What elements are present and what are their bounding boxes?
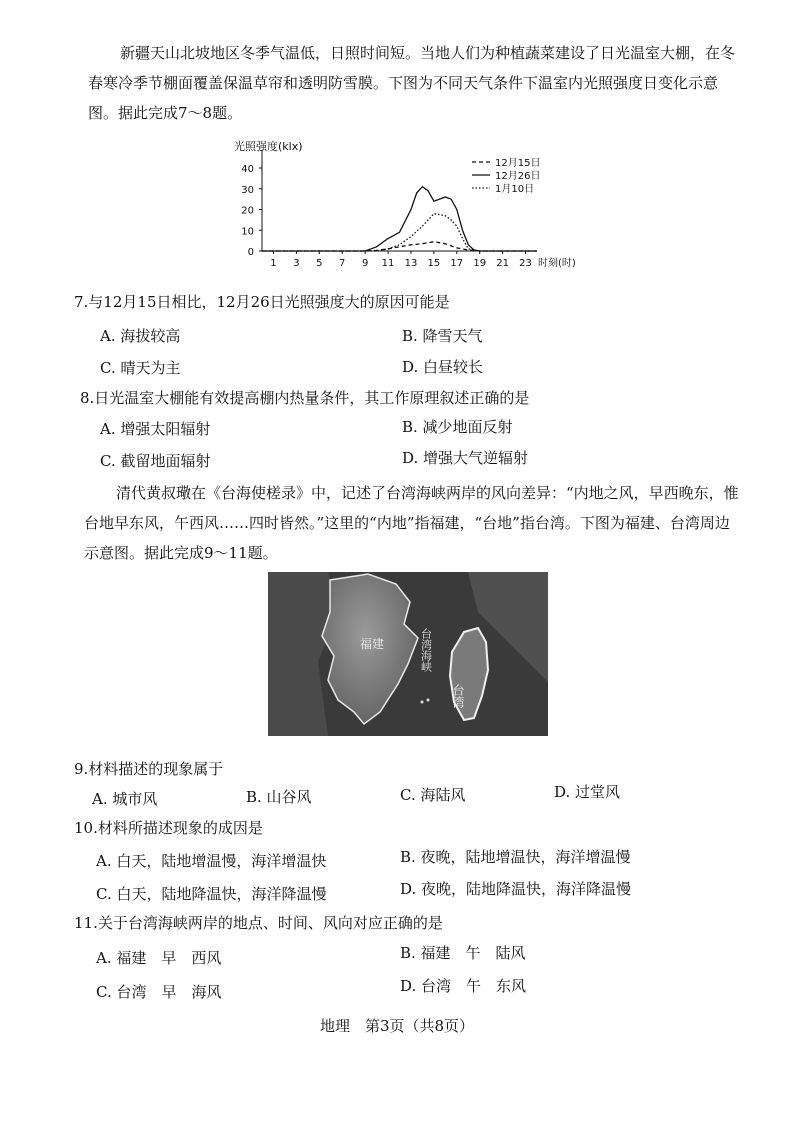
question-9-option-d[interactable]: D. 过堂风 xyxy=(554,783,621,801)
x-tick-label: 9 xyxy=(361,258,369,269)
y-axis-label: 光照强度(klx) xyxy=(234,140,303,153)
x-axis-label: 时刻(时) xyxy=(538,258,576,269)
x-tick-label: 11 xyxy=(381,258,395,269)
strait-dot xyxy=(427,699,430,702)
x-tick-label: 21 xyxy=(496,258,509,269)
question-9-option-a[interactable]: A. 城市风 xyxy=(92,790,158,808)
y-tick-label: 30 xyxy=(241,184,254,196)
intro-paragraph-2: 清代黄叔璥在《台海使槎录》中，记述了台湾海峡两岸的风向差异：“内地之风，早西晚东，惟台地早东风，午西风……四时皆然。”这里的“内地”指福建，“台地”指台湾。下图为福建、台湾周边示意图。据此完成9～11题。 xyxy=(84,484,739,562)
x-tick-label: 7 xyxy=(339,258,346,269)
light-intensity-chart xyxy=(232,138,576,288)
question-8-option-d[interactable]: D. 增强大气逆辐射 xyxy=(402,449,529,467)
map-svg xyxy=(268,572,548,736)
question-10-option-c[interactable]: C. 白天，陆地降温快，海洋降温慢 xyxy=(96,885,327,903)
question-10-stem: 10.材料所描述现象的成因是 xyxy=(74,819,263,837)
question-7-option-a[interactable]: A. 海拔较高 xyxy=(100,327,181,345)
x-tick-label: 1 xyxy=(270,258,277,269)
question-7-stem: 7.与12月15日相比，12月26日光照强度大的原因可能是 xyxy=(74,293,450,311)
question-10-option-d[interactable]: D. 夜晚，陆地降温快，海洋降温慢 xyxy=(400,880,632,898)
page-footer: 地理 第3页（共8页） xyxy=(319,1017,475,1035)
question-8-option-c[interactable]: C. 截留地面辐射 xyxy=(100,452,211,470)
question-11-option-a[interactable]: A. 福建 早 西风 xyxy=(96,949,222,967)
x-tick-label: 13 xyxy=(404,258,418,269)
question-9-option-c[interactable]: C. 海陆风 xyxy=(400,786,466,804)
y-tick-label: 20 xyxy=(241,205,254,217)
question-7-option-d[interactable]: D. 白昼较长 xyxy=(402,358,484,376)
question-10-option-a[interactable]: A. 白天，陆地增温慢，海洋增温快 xyxy=(96,852,327,870)
fujian-label: 福建 xyxy=(360,637,385,651)
x-tick-label: 3 xyxy=(293,258,300,269)
x-tick-label: 17 xyxy=(450,258,464,269)
question-8-option-b[interactable]: B. 减少地面反射 xyxy=(402,418,513,436)
y-tick-label: 40 xyxy=(241,164,254,175)
y-tick-label: 0 xyxy=(247,247,254,258)
strait-dot xyxy=(421,701,424,704)
intro-paragraph-1: 新疆天山北坡地区冬季气温低，日照时间短。当地人们为种植蔬菜建设了日光温室大棚，在冬春寒冷季节棚面覆盖保温草帘和透明防雪膜。下图为不同天气条件下温室内光照强度日变化示意图。据此完成7～8题。 xyxy=(88,44,736,122)
x-tick-label: 19 xyxy=(473,258,487,269)
question-7-option-b[interactable]: B. 降雪天气 xyxy=(402,327,483,345)
chart-svg xyxy=(232,138,576,288)
question-11-option-b[interactable]: B. 福建 午 陆风 xyxy=(400,944,526,962)
legend-label-2: 12月26日 xyxy=(495,171,541,182)
question-11-stem: 11.关于台湾海峡两岸的地点、时间、风向对应正确的是 xyxy=(74,914,443,932)
x-tick-label: 15 xyxy=(427,258,441,269)
x-tick-label: 23 xyxy=(519,258,532,269)
x-tick-label: 5 xyxy=(316,258,323,269)
y-tick-label: 10 xyxy=(241,226,254,238)
fujian-taiwan-map xyxy=(268,572,548,736)
legend-label-1: 12月15日 xyxy=(495,158,541,169)
legend-label-3: 1月10日 xyxy=(495,184,535,195)
taiwan-label: 台湾 xyxy=(451,684,465,708)
question-10-option-b[interactable]: B. 夜晚，陆地增温快，海洋增温慢 xyxy=(400,848,631,866)
question-7-option-c[interactable]: C. 晴天为主 xyxy=(100,359,181,377)
question-11-option-d[interactable]: D. 台湾 午 东风 xyxy=(400,977,527,995)
question-11-option-c[interactable]: C. 台湾 早 海风 xyxy=(96,983,222,1001)
strait-label: 台湾海峡 xyxy=(419,628,433,672)
series-line-2 xyxy=(262,187,537,251)
question-9-option-b[interactable]: B. 山谷风 xyxy=(246,788,312,806)
series-line-1 xyxy=(262,242,537,251)
question-9-stem: 9.材料描述的现象属于 xyxy=(74,760,224,778)
question-8-option-a[interactable]: A. 增强太阳辐射 xyxy=(100,420,211,438)
question-8-stem: 8.日光温室大棚能有效提高棚内热量条件，其工作原理叙述正确的是 xyxy=(80,389,530,407)
